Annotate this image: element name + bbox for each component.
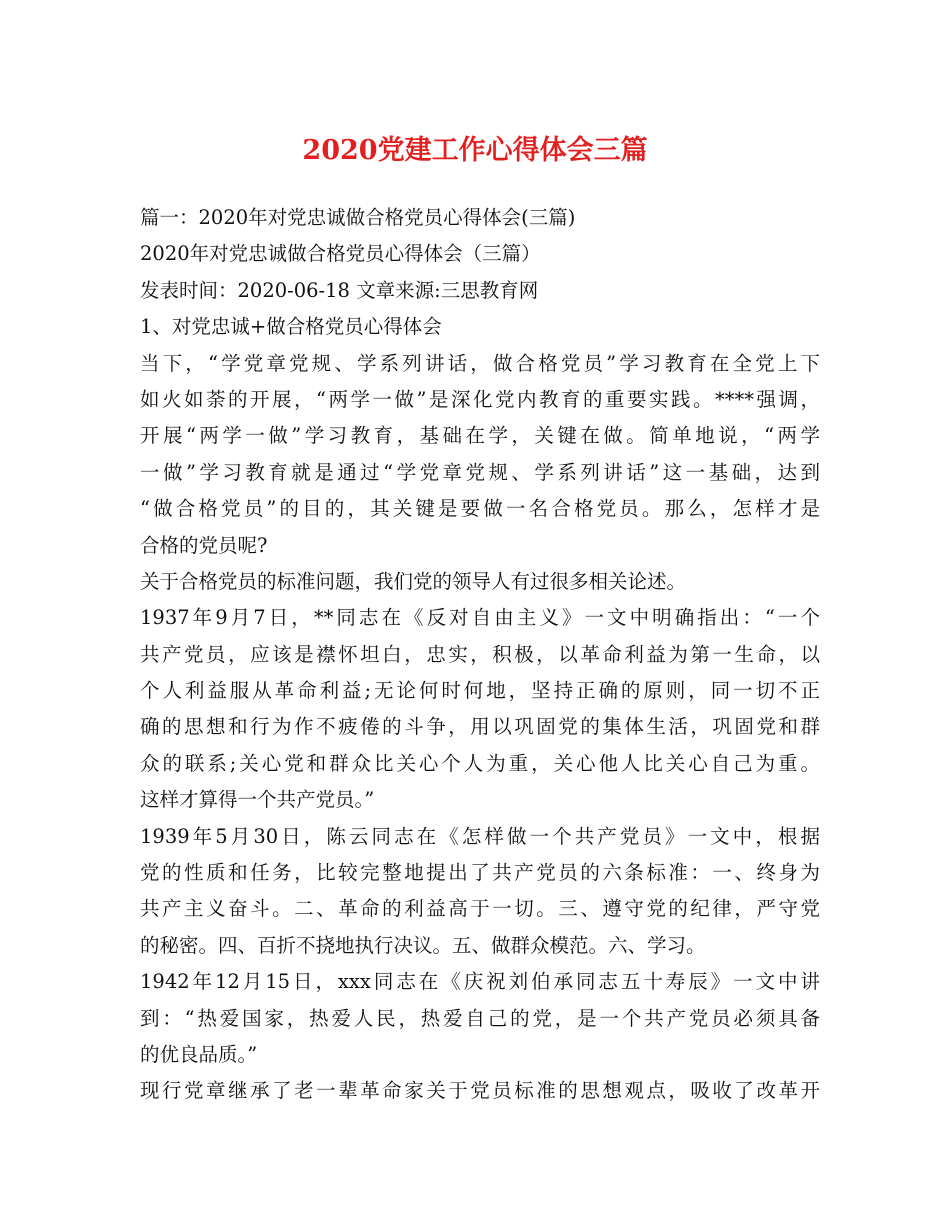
document-body (140, 200, 820, 1110)
body-line: 如火如荼的开展，“两学一做”是深化党内教育的重要实践。****强调， (140, 387, 820, 411)
body-line: 确的思想和行为作不疲倦的斗争，用以巩固党的集体生活，巩固党和群 (140, 715, 820, 739)
body-line: 共产主义奋斗。二、革命的利益高于一切。三、遵守党的纪律，严守党 (140, 897, 820, 921)
body-line: 个人利益服从革命利益;无论何时何地，坚持正确的原则，同一切不正 (140, 679, 820, 703)
body-line: 的优良品质。” (140, 1042, 258, 1066)
body-line: 1942年12月15日，xxx同志在《庆祝刘伯承同志五十寿辰》一文中讲 (140, 970, 820, 994)
body-line: 开展“两学一做”学习教育，基础在学，关键在做。简单地说，“两学 (140, 424, 820, 448)
body-line: 的秘密。四、百折不挠地执行决议。五、做群众模范。六、学习。 (140, 933, 706, 957)
body-line: 关于合格党员的标准问题，我们党的领导人有过很多相关论述。 (140, 569, 687, 593)
body-line: 合格的党员呢? (140, 533, 268, 557)
body-line: 一做”学习教育就是通过“学党章党规、学系列讲话”这一基础，达到 (140, 460, 820, 484)
body-line: 发表时间：2020-06-18 文章来源:三思教育网 (140, 278, 539, 302)
body-line: 2020年对党忠诚做合格党员心得体会（三篇） (140, 242, 541, 266)
body-line: 众的联系;关心党和群众比关心个人为重，关心他人比关心自己为重。 (140, 751, 820, 775)
body-line: “做合格党员”的目的，其关键是要做一名合格党员。那么，怎样才是 (140, 497, 820, 521)
body-line: 1、对党忠诚+做合格党员心得体会 (140, 315, 442, 339)
body-line: 1937年9月7日，**同志在《反对自由主义》一文中明确指出：“一个 (140, 606, 820, 630)
body-line: 篇一：2020年对党忠诚做合格党员心得体会(三篇) (140, 206, 576, 229)
body-line: 共产党员，应该是襟怀坦白，忠实，积极，以革命利益为第一生命，以 (140, 642, 820, 666)
body-line: 到：“热爱国家，热爱人民，热爱自己的党，是一个共产党员必须具备 (140, 1006, 820, 1030)
body-line: 1939年5月30日，陈云同志在《怎样做一个共产党员》一文中，根据 (140, 824, 820, 848)
body-line: 这样才算得一个共产党员。” (140, 788, 375, 812)
body-line: 党的性质和任务，比较完整地提出了共产党员的六条标准：一、终身为 (140, 861, 820, 885)
body-line: 现行党章继承了老一辈革命家关于党员标准的思想观点，吸收了改革开 (140, 1079, 820, 1103)
document-title: 2020党建工作心得体会三篇 (302, 135, 648, 166)
body-line: 当下，“学党章党规、学系列讲话，做合格党员”学习教育在全党上下 (140, 351, 820, 375)
